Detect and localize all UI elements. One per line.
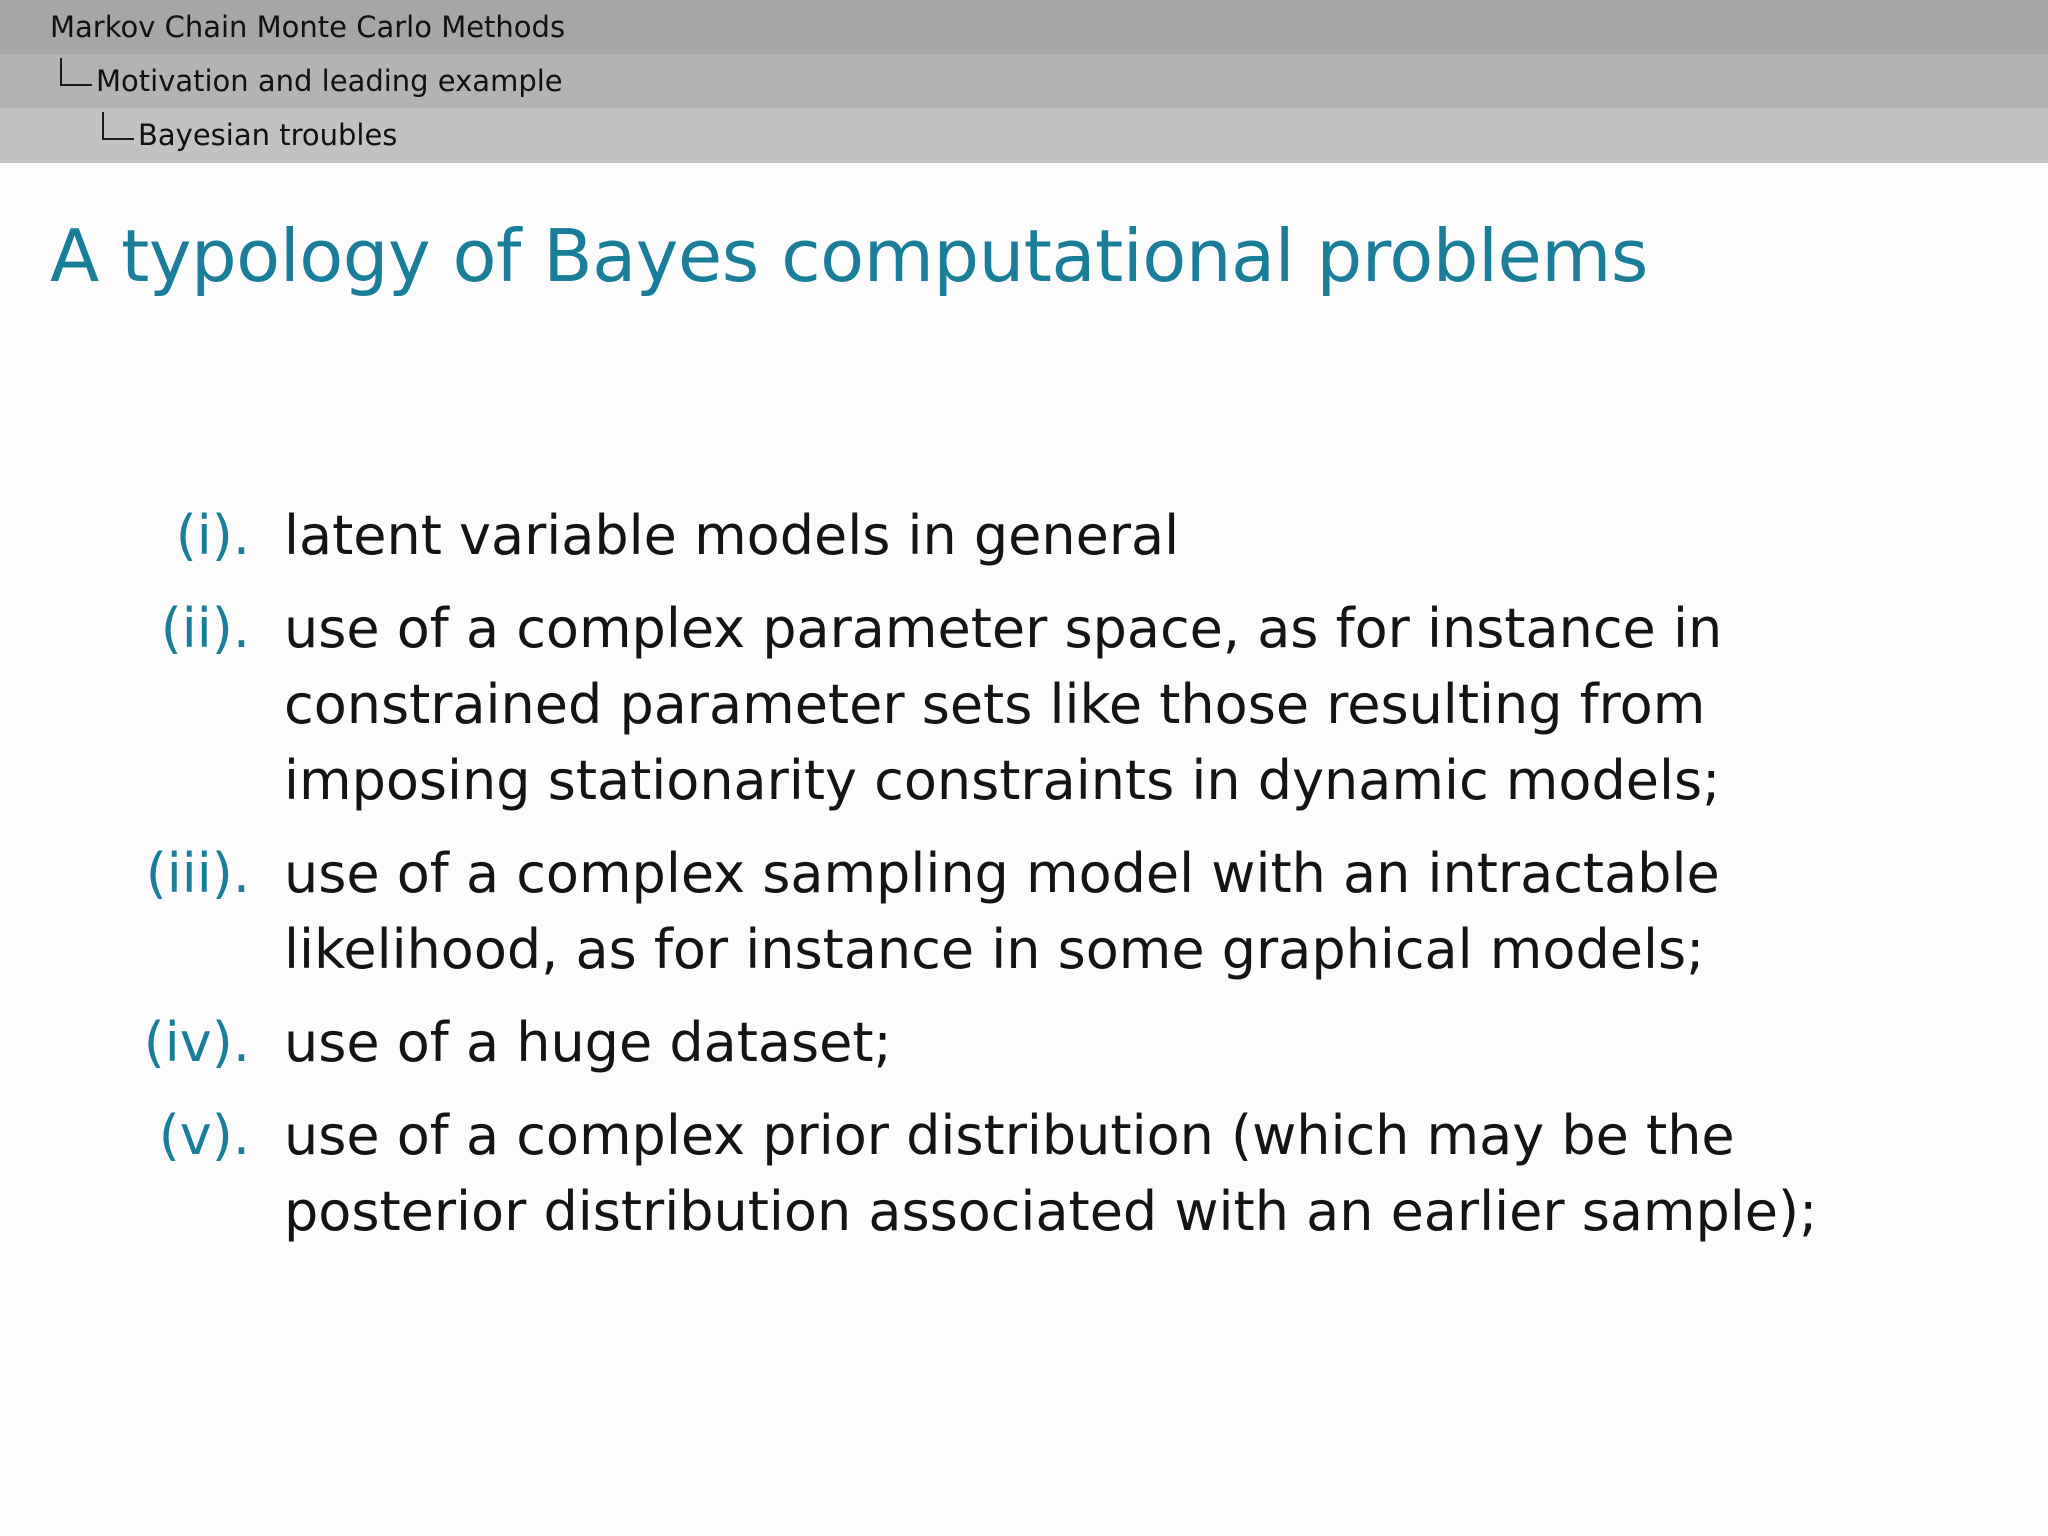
list-item-label: (ii). <box>160 597 250 660</box>
breadcrumb-subsection: Motivation and leading example <box>96 64 563 98</box>
list-item-text: use of a complex sampling model with an intractable likelihood, as for instance in some graphical models; <box>284 842 1720 981</box>
list-item <box>0 836 2048 988</box>
list-item <box>0 1098 2048 1250</box>
list-item-label: (i). <box>175 504 250 567</box>
list-item <box>0 1005 2048 1081</box>
list-item-label: (iv). <box>143 1011 250 1074</box>
list-item-label: (iii). <box>145 842 250 905</box>
breadcrumb-section: Markov Chain Monte Carlo Methods <box>50 10 566 44</box>
breadcrumb-section-row <box>0 0 2048 54</box>
list-item-text: use of a huge dataset; <box>284 1011 892 1074</box>
list-item-text: use of a complex parameter space, as for instance in constrained parameter sets like those resulting from imposing stationarity constraints in dynamic models; <box>284 597 1723 812</box>
breadcrumb-subsubsection-row <box>0 108 2048 163</box>
list-item <box>0 591 2048 819</box>
slide-title: A typology of Bayes computational problems <box>50 214 1648 298</box>
breadcrumb-subsection-row <box>0 54 2048 108</box>
list-item <box>0 498 2048 574</box>
problem-list <box>0 498 2048 1267</box>
list-item-text: use of a complex prior distribution (which may be the posterior distribution associated with an earlier sample); <box>284 1104 1818 1243</box>
list-item-text: latent variable models in general <box>284 504 1180 567</box>
tree-branch-icon <box>60 58 92 86</box>
breadcrumb-header <box>0 0 2048 163</box>
tree-branch-icon <box>102 112 134 140</box>
list-item-label: (v). <box>158 1104 250 1167</box>
breadcrumb-subsubsection: Bayesian troubles <box>138 118 398 152</box>
